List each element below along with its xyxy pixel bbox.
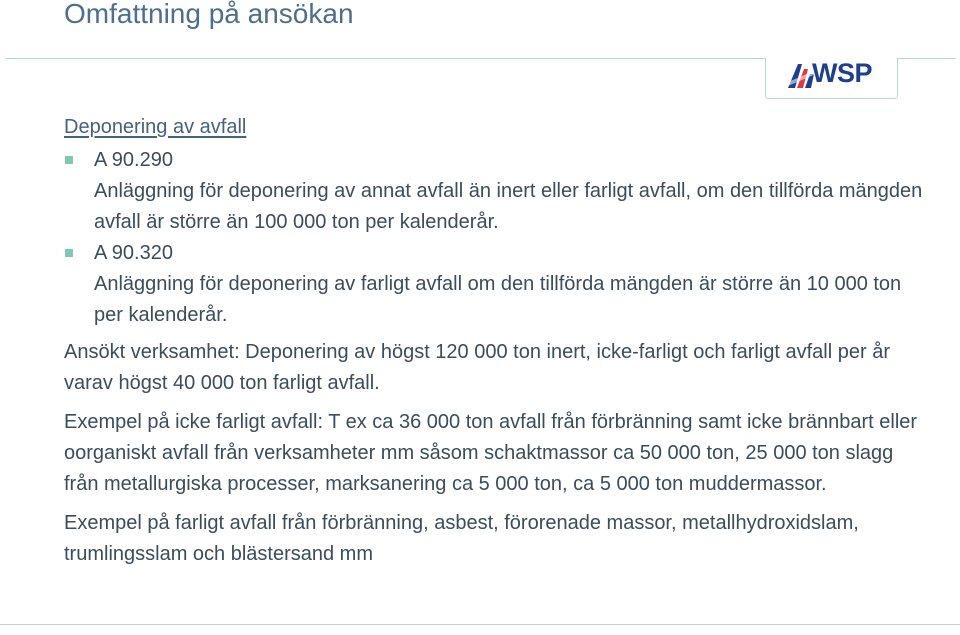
bullet-square-icon xyxy=(65,249,73,257)
slide-content xyxy=(64,112,924,570)
bullet-item xyxy=(64,145,924,238)
hazardous-examples-paragraph: Exempel på farligt avfall från förbränning, asbest, förorenade massor, metallhydroxidslam, trumlingsslam och blästersand mm xyxy=(64,512,859,565)
header-rule xyxy=(6,58,766,59)
application-paragraph: Ansökt verksamhet: Deponering av högst 120 000 ton inert, icke-farligt och farligt avfall per år varav högst 40 000 ton farligt avfall. xyxy=(64,341,890,394)
bullet-square-icon xyxy=(65,156,73,164)
page-title: Omfattning på ansökan xyxy=(64,0,354,29)
bullet-item xyxy=(64,238,924,331)
bullet-text: Anläggning för deponering av annat avfall än inert eller farligt avfall, om den tillförda mängden avfall är större än 100 000 ton per kalenderår. xyxy=(94,180,923,233)
non-hazardous-examples-paragraph: Exempel på icke farligt avfall: T ex ca 36 000 ton avfall från förbränning samt icke brännbart eller oorganiskt avfall från verksamheter mm såsom schaktmassor ca 50 000 ton, 25 000 ton slagg från metallurgiska processer, marksanering ca 5 000 ton, ca 5 000 ton muddermassor. xyxy=(64,411,918,495)
bullet-text: Anläggning för deponering av farligt avfall om den tillförda mängden är större än 10 000 ton per kalenderår. xyxy=(94,273,902,326)
wsp-logo-text: WSP xyxy=(812,58,873,88)
bullet-code: A 90.290 xyxy=(94,149,173,171)
header-rule-right xyxy=(896,58,956,59)
footer-rule xyxy=(0,624,960,625)
bullet-code: A 90.320 xyxy=(94,242,173,264)
section-subheading: Deponering av avfall xyxy=(64,116,247,138)
